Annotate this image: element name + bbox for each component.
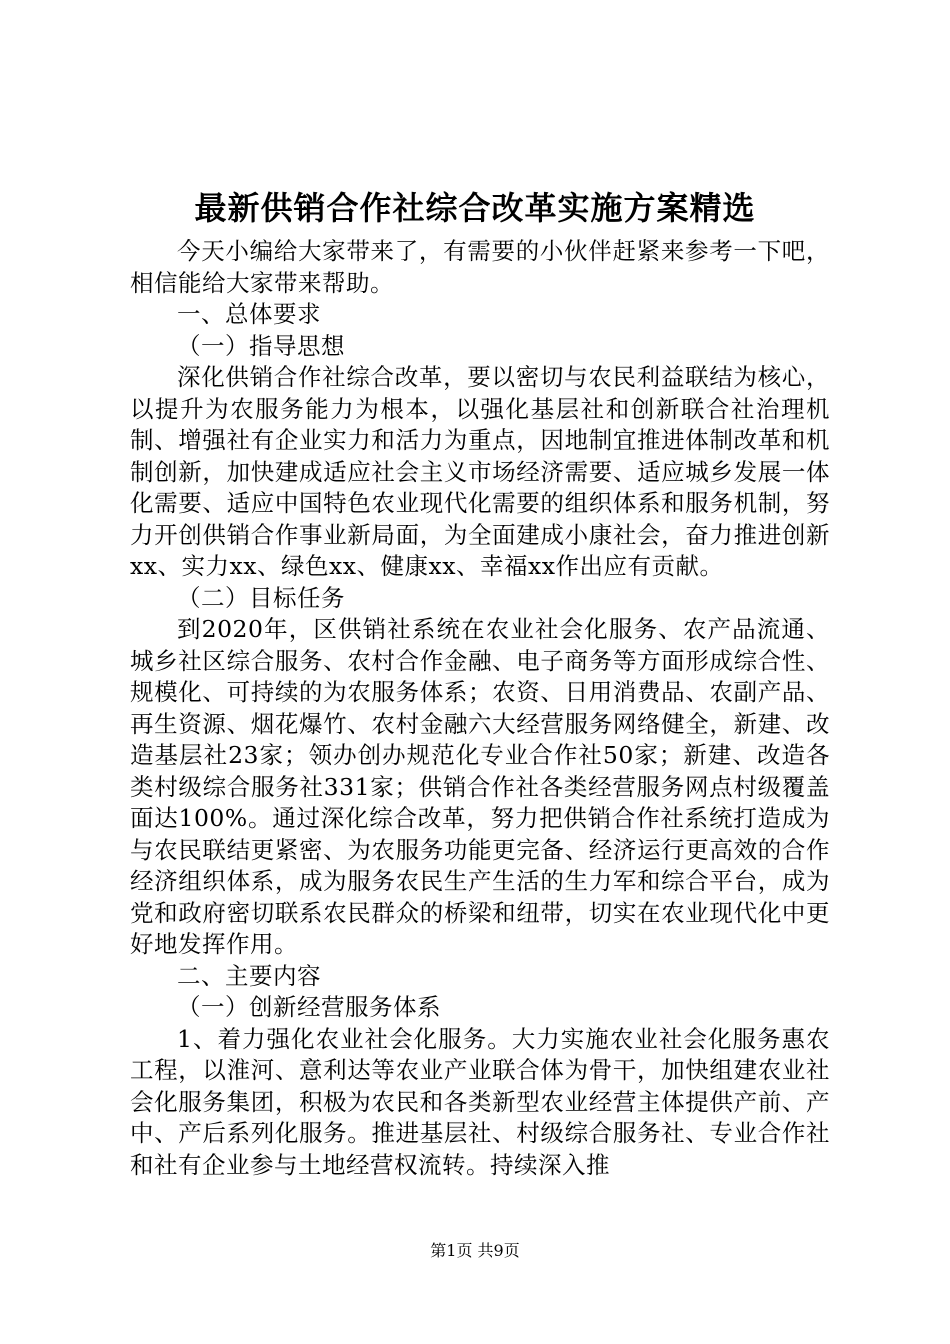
- paragraph-guiding-ideology: 深化供销合作社综合改革，要以密切与农民利益联结为核心，以提升为农服务能力为根本，以强化基层社和创新联合社治理机制、增强社有企业实力和活力为重点，因地制宜推进体制改革和机制创新，加快建成适应社会主义市场经济需要、适应城乡发展一体化需要、适应中国特色农业现代化需要的组织体系和服务机制，努力开创供销合作事业新局面，为全面建成小康社会，奋力推进创新xx、实力xx、绿色xx、健康xx、幸福xx作出应有贡献。: [130, 363, 830, 580]
- paragraph-intro: 今天小编给大家带来了，有需要的小伙伴赶紧来参考一下吧，相信能给大家带来帮助。: [130, 237, 830, 297]
- document-body: [130, 236, 830, 1181]
- paragraph-service-system: 1、着力强化农业社会化服务。大力实施农业社会化服务惠农工程，以淮河、意利达等农业产业联合体为骨干，加快组建农业社会化服务集团，积极为农民和各类新型农业经营主体提供产前、产中、产后系列化服务。推进基层社、村级综合服务社、专业合作社和社有企业参与土地经营权流转。持续深入推: [130, 1024, 830, 1179]
- paragraph-target-tasks: 到2020年，区供销社系统在农业社会化服务、农产品流通、城乡社区综合服务、农村合作金融、电子商务等方面形成综合性、规模化、可持续的为农服务体系；农资、日用消费品、农副产品、再生资源、烟花爆竹、农村金融六大经营服务网络健全，新建、改造基层社23家；领办创办规范化专业合作社50家；新建、改造各类村级综合服务社331家；供销合作社各类经营服务网点村级覆盖面达100%。通过深化综合改革，努力把供销合作社系统打造成为与农民联结更紧密、为农服务功能更完备、经济运行更高效的合作经济组织体系，成为服务农民生产生活的生力军和综合平台，成为党和政府密切联系农民群众的桥梁和纽带，切实在农业现代化中更好地发挥作用。: [130, 615, 830, 958]
- subsection-heading-service-system: （一）创新经营服务体系: [177, 993, 441, 1021]
- section-heading-general-requirements: 一、总体要求: [177, 300, 321, 328]
- subsection-heading-guiding-ideology: （一）指导思想: [177, 331, 345, 360]
- page-footer: 第1页 共9页: [430, 1241, 520, 1260]
- subsection-heading-target-tasks: （二）目标任务: [177, 583, 345, 612]
- section-heading-main-content: 二、主要内容: [177, 961, 321, 990]
- document-title: 最新供销合作社综合改革实施方案精选: [194, 189, 756, 227]
